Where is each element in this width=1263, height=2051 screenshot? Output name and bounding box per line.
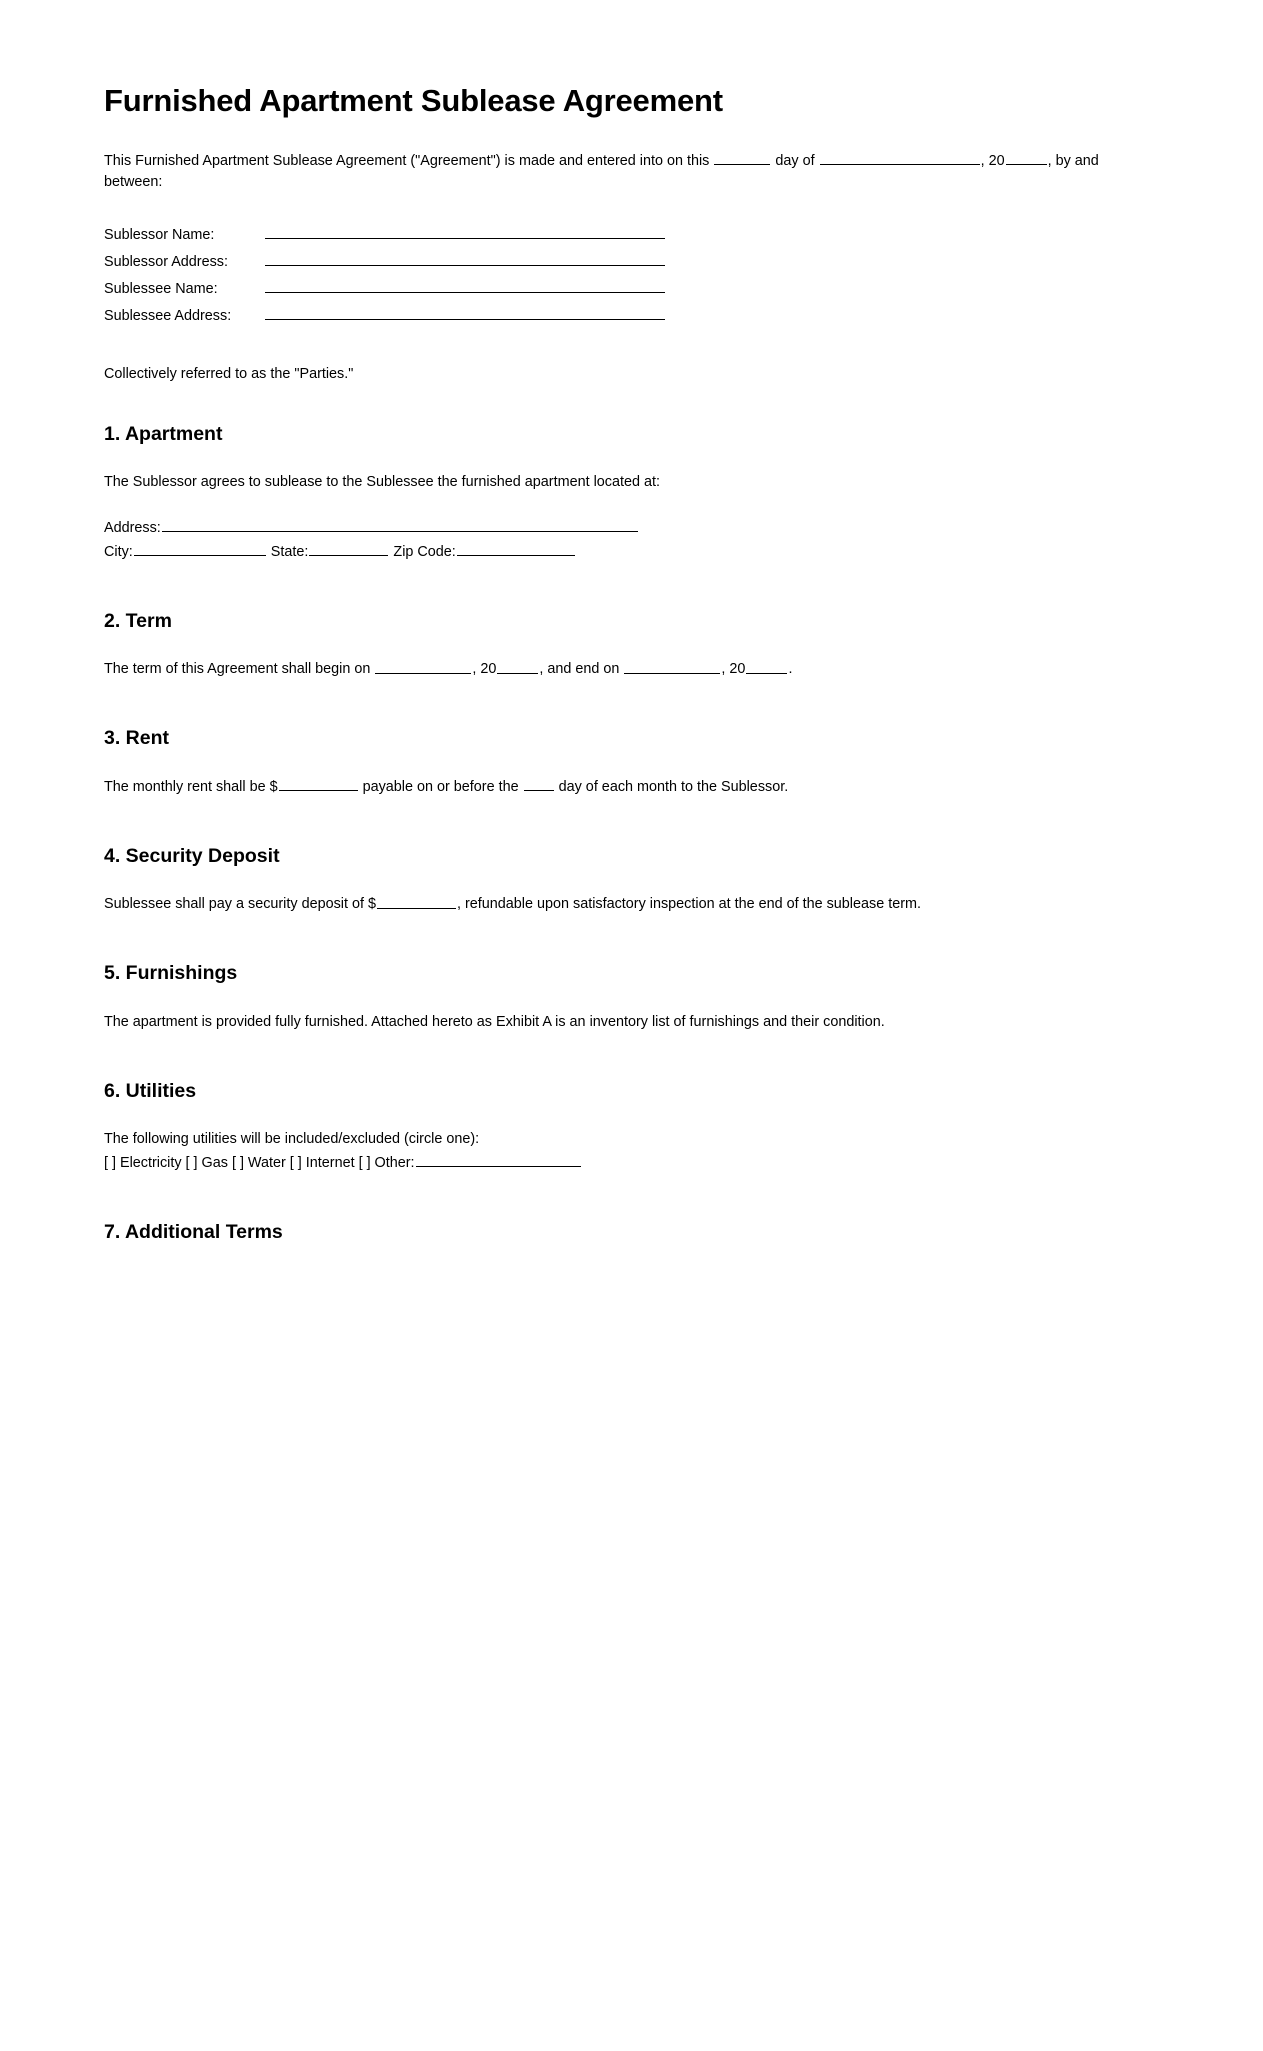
rent-text-c: day of each month to the Sublessor.	[558, 779, 789, 796]
deposit-text-b: , refundable upon satisfactory inspection at the end of the sublease term.	[456, 896, 921, 913]
zip-blank[interactable]	[457, 542, 575, 556]
sublessor-address-input[interactable]	[265, 252, 665, 266]
utilities-intro-text: The following utilities will be included/excluded (circle one):	[104, 1131, 480, 1148]
parties-fields	[104, 225, 1134, 333]
intro-text-part2: day of	[775, 152, 815, 169]
state-blank[interactable]	[309, 542, 388, 556]
address-label: Address:	[104, 520, 161, 536]
sublessee-address-input[interactable]	[265, 306, 665, 320]
deposit-text-a: Sublessee shall pay a security deposit of $	[104, 896, 376, 913]
state-label: State:	[270, 544, 309, 561]
page-title: Furnished Apartment Sublease Agreement	[104, 83, 723, 118]
sublessor-name-input[interactable]	[265, 225, 665, 239]
apartment-city-state-zip-line	[104, 542, 1134, 563]
sublessor-address-label: Sublessor Address:	[104, 253, 228, 270]
section-heading-furnishings: 5. Furnishings	[104, 962, 238, 985]
intro-text-part3: , 20	[980, 152, 1005, 169]
city-label: City:	[104, 544, 133, 561]
collectively-text: Collectively referred to as the "Parties."	[104, 365, 354, 382]
sublessee-name-input[interactable]	[265, 279, 665, 293]
apartment-address-line	[104, 518, 1134, 539]
term-text-e: .	[788, 661, 793, 678]
sublessee-name-label: Sublessee Name:	[104, 280, 218, 297]
section-heading-term: 2. Term	[104, 609, 172, 632]
intro-year-blank[interactable]	[1006, 151, 1047, 165]
term-text-c: , and end on	[539, 661, 620, 678]
utilities-block	[104, 1103, 1134, 1174]
term-text-d: , 20	[721, 661, 746, 678]
city-blank[interactable]	[134, 542, 266, 556]
apartment-address-block	[104, 493, 1134, 563]
rent-due-day-blank[interactable]	[524, 777, 554, 791]
section-heading-utilities: 6. Utilities	[104, 1079, 197, 1102]
furnishings-body-text: The apartment is provided fully furnished. Attached hereto as Exhibit A is an inventory list of furnishings and their condition.	[104, 1013, 885, 1030]
sublessor-name-row	[104, 225, 1134, 252]
document-content	[104, 0, 1134, 1245]
intro-day-blank[interactable]	[714, 151, 770, 165]
deposit-amount-blank[interactable]	[377, 894, 456, 908]
term-body-text	[104, 633, 1134, 680]
utilities-checkbox-line	[104, 1153, 1134, 1174]
term-start-year-blank[interactable]	[497, 659, 538, 673]
sublessee-name-row	[104, 279, 1134, 306]
utilities-checkboxes-text[interactable]: [ ] Electricity [ ] Gas [ ] Water [ ] Internet [ ] Other:	[104, 1155, 415, 1172]
intro-text-part1: This Furnished Apartment Sublease Agreement ("Agreement") is made and entered into on this	[104, 152, 710, 169]
address-blank[interactable]	[162, 518, 638, 532]
intro-month-blank[interactable]	[820, 151, 980, 165]
term-end-year-blank[interactable]	[746, 659, 787, 673]
zip-label: Zip Code:	[393, 544, 456, 561]
rent-text-a: The monthly rent shall be $	[104, 779, 278, 796]
intro-paragraph	[104, 119, 1130, 193]
section-heading-security-deposit: 4. Security Deposit	[104, 844, 280, 867]
sublessor-address-row	[104, 252, 1134, 279]
term-end-date-blank[interactable]	[624, 659, 720, 673]
sublessee-address-row	[104, 306, 1134, 333]
security-deposit-body-text	[104, 868, 1134, 915]
section-heading-apartment: 1. Apartment	[104, 422, 223, 445]
apartment-intro-text: The Sublessor agrees to sublease to the Sublessee the furnished apartment located at:	[104, 473, 660, 490]
term-text-b: , 20	[472, 661, 497, 678]
term-text-a: The term of this Agreement shall begin on	[104, 661, 371, 678]
rent-amount-blank[interactable]	[279, 777, 358, 791]
sublessee-address-label: Sublessee Address:	[104, 307, 232, 324]
rent-text-b: payable on or before the	[362, 779, 519, 796]
utilities-other-blank[interactable]	[416, 1153, 581, 1167]
section-heading-additional-terms: 7. Additional Terms	[104, 1221, 283, 1244]
rent-body-text	[104, 751, 1134, 798]
term-start-date-blank[interactable]	[375, 659, 471, 673]
intro-text-part4: , by and between:	[104, 152, 1099, 190]
section-heading-rent: 3. Rent	[104, 727, 170, 750]
sublessor-name-label: Sublessor Name:	[104, 226, 215, 243]
